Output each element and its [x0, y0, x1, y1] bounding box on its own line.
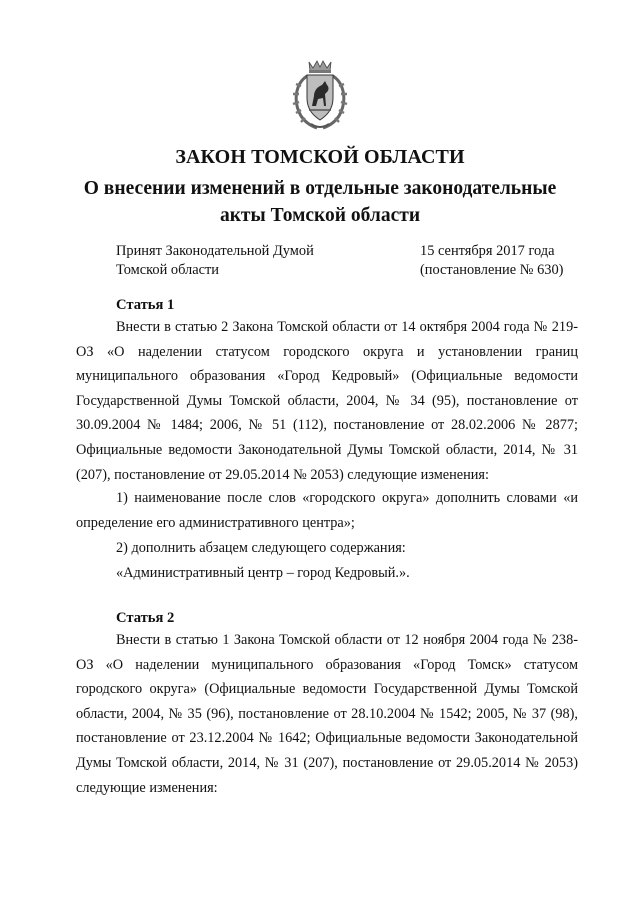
adopted-by — [116, 242, 376, 280]
adopted-by-line: Томской области — [116, 262, 219, 278]
adopted-by-line: Принят Законодательной Думой — [116, 243, 314, 259]
subtitle-line: О внесении изменений в отдельные законодательные — [83, 178, 557, 199]
article-1-intro: Внести в статью 2 Закона Томской области от 14 октября 2004 года № 219-ОЗ «О наделении статусом городского округа и установлении границ муниципального образования «Город Кедровый» (Официальные ведомости Государственной Думы Томской области, 2004, № 34 (95), постановление от 30.09.2004 № 1484; 2006, № 51 (112), постановление от 28.02.2006 № 2877; Официальные ведомости Законодательной Думы Томской области, 2014, № 31 (207), постановление от 29.05.2014 № 2053) следующие изменения: — [76, 319, 578, 483]
article-1-item-2: 2) дополнить абзацем следующего содержания: — [116, 540, 406, 556]
coat-of-arms-icon — [287, 58, 353, 132]
article-1-heading: Статья 1 — [116, 297, 175, 313]
article-2-heading: Статья 2 — [116, 610, 175, 626]
law-title: ЗАКОН ТОМСКОЙ ОБЛАСТИ — [175, 146, 465, 168]
article-1-item-2-text: «Административный центр – город Кедровый.». — [116, 565, 410, 581]
subtitle-line: акты Томской области — [219, 205, 421, 226]
adoption-date: 15 сентября 2017 года — [420, 243, 555, 259]
resolution-number: (постановление № 630) — [420, 262, 564, 278]
adoption-date-block — [420, 242, 590, 280]
article-2-intro: Внести в статью 1 Закона Томской области от 12 ноября 2004 года № 238-ОЗ «О наделении муниципального образования «Город Томск» статусом городского округа» (Официальные ведомости Государственной Думы Томской области, 2004, № 35 (96), постановление от 28.10.2004 № 1542; 2005, № 37 (98), постановление от 23.12.2004 № 1642; Официальные ведомости Законодательной Думы Томской области, 2014, № 31 (207), постановление от 29.05.2014 № 2053) следующие изменения: — [76, 632, 578, 796]
law-subtitle — [60, 175, 580, 229]
article-1-item-1: 1) наименование после слов «городского округа» дополнить словами «и определение его административного центра»; — [76, 490, 578, 531]
